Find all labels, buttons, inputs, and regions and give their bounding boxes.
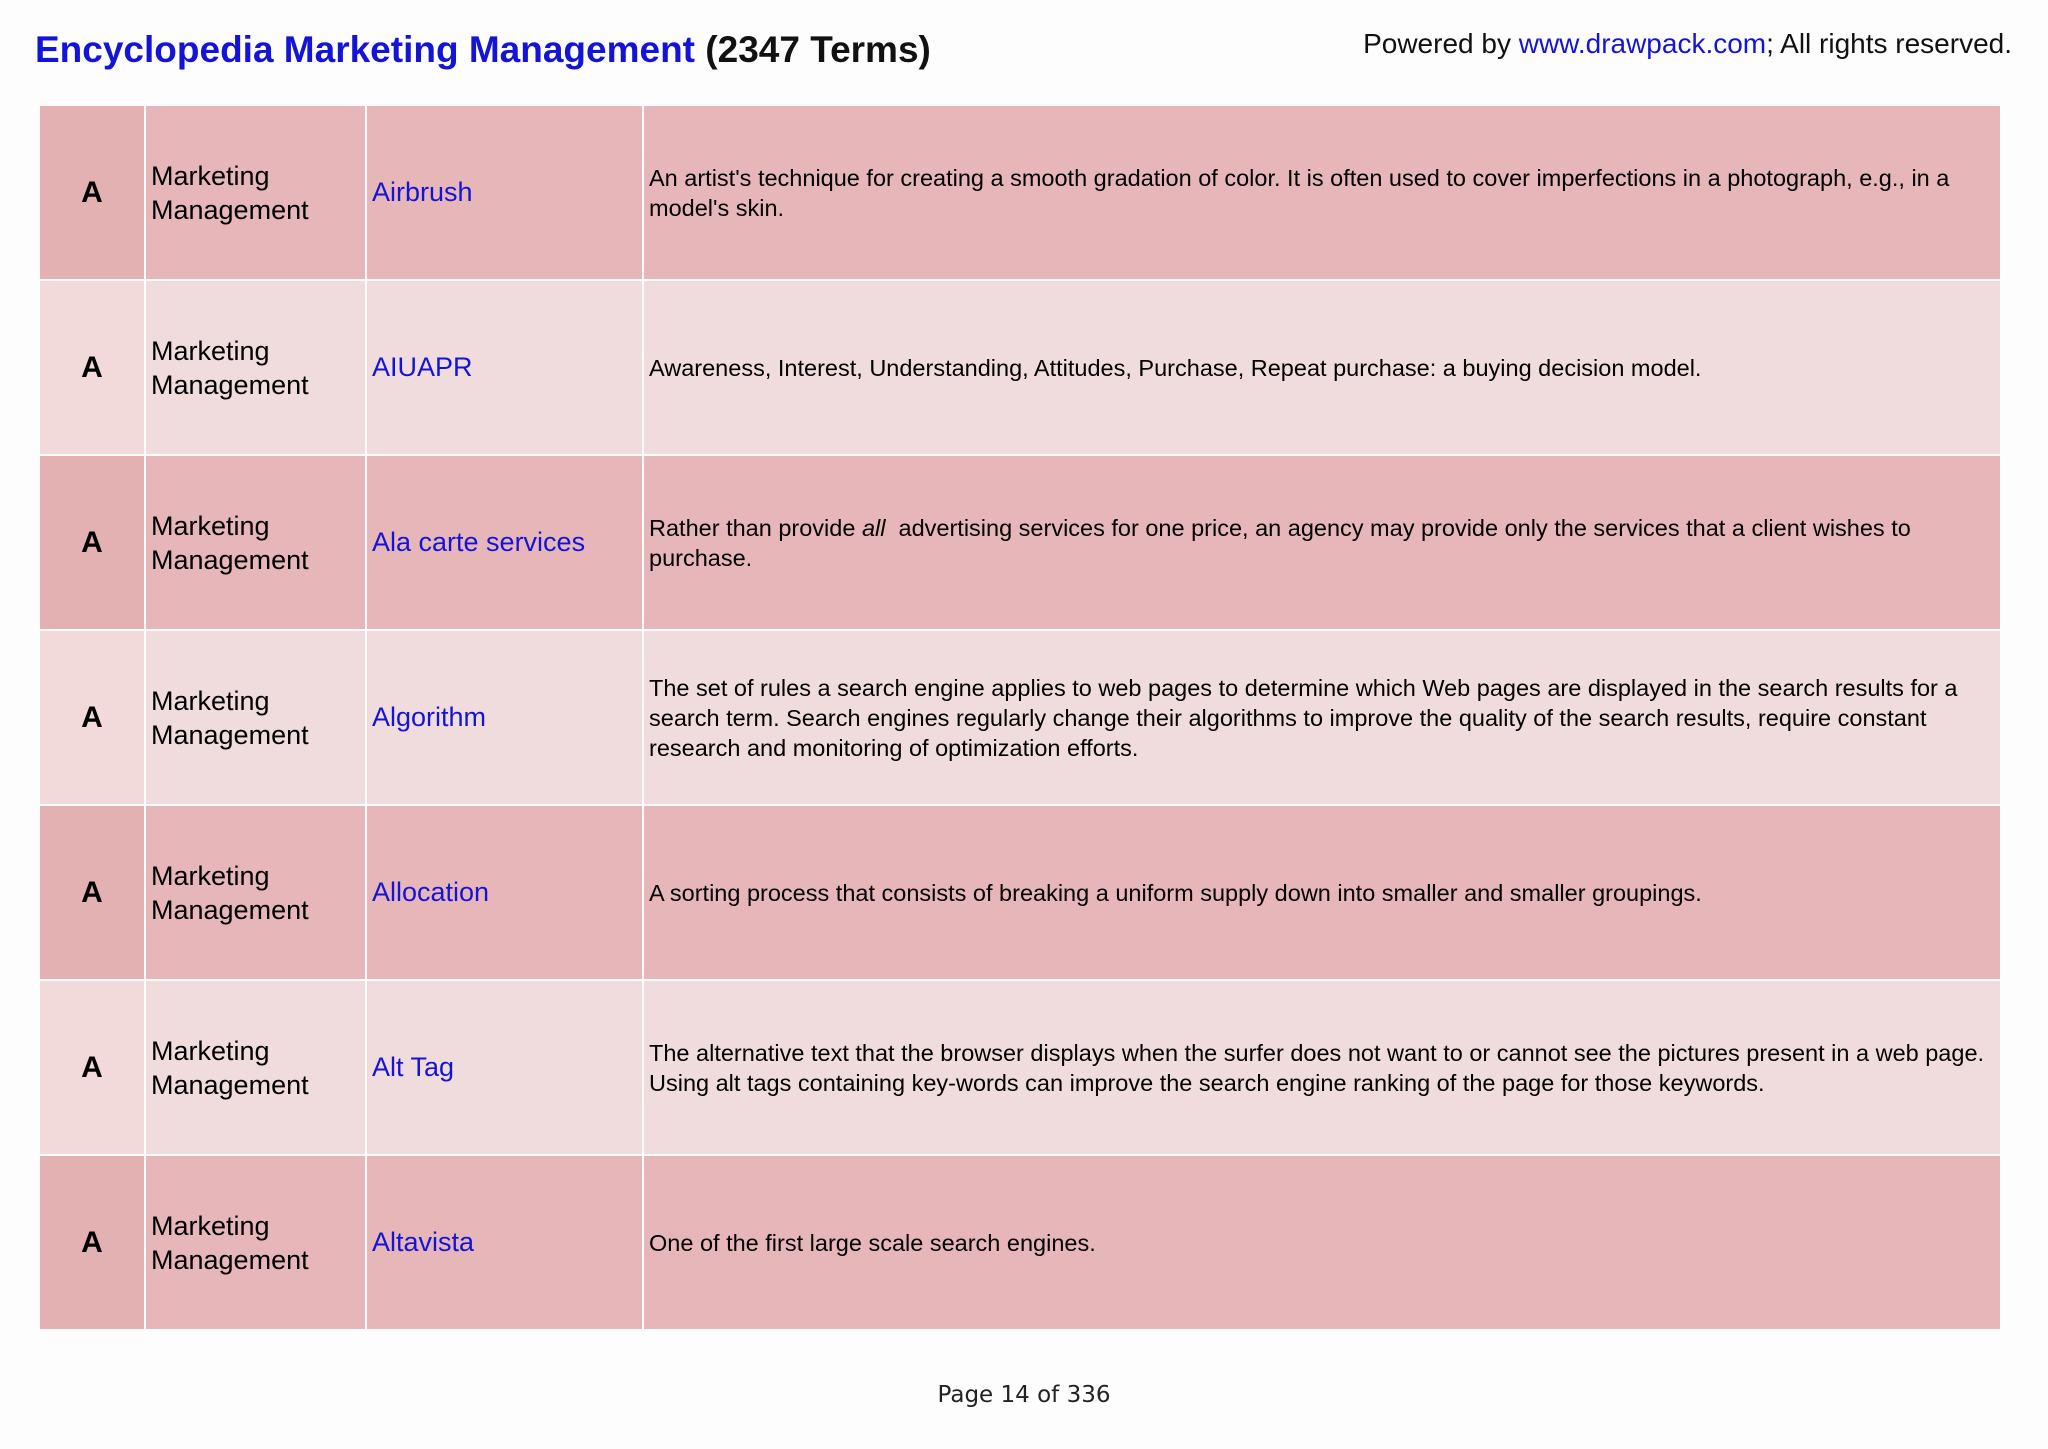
definition-cell: One of the first large scale search engines. xyxy=(643,1155,2001,1330)
category-cell xyxy=(145,280,366,455)
title-main: Encyclopedia Marketing Management xyxy=(35,29,696,70)
letter-cell: A xyxy=(39,455,145,630)
category-line: Marketing xyxy=(151,685,270,716)
definition-cell: The set of rules a search engine applies to web pages to determine which Web pages are displayed in the search results for a search term. Search engines regularly change their algorithms to improve the quality of the search results, require constant research and monitoring of optimization efforts. xyxy=(643,630,2001,805)
letter-cell: A xyxy=(39,280,145,455)
table-row xyxy=(39,105,2001,280)
term-link[interactable]: Algorithm xyxy=(366,630,643,805)
category-line: Management xyxy=(151,719,309,750)
letter-cell: A xyxy=(39,105,145,280)
category-line: Management xyxy=(151,544,309,575)
category-cell xyxy=(145,1155,366,1330)
term-link[interactable]: Airbrush xyxy=(366,105,643,280)
powered-prefix: Powered by xyxy=(1363,28,1519,59)
category-line: Management xyxy=(151,1244,309,1275)
letter-cell: A xyxy=(39,980,145,1155)
term-link[interactable]: AIUAPR xyxy=(366,280,643,455)
definition-text: Rather than provide xyxy=(649,514,862,541)
definition-emphasis: all xyxy=(861,514,886,541)
definition-cell: An artist's technique for creating a smooth gradation of color. It is often used to cover imperfections in a photograph, e.g., in a model's skin. xyxy=(643,105,2001,280)
category-line: Marketing xyxy=(151,1210,270,1241)
definition-cell: The alternative text that the browser displays when the surfer does not want to or cannot see the pictures present in a web page. Using alt tags containing key-words can improve the search engine ranking of the page for those keywords. xyxy=(643,980,2001,1155)
table-row xyxy=(39,980,2001,1155)
category-line: Marketing xyxy=(151,510,270,541)
definition-cell: A sorting process that consists of breaking a uniform supply down into smaller and smaller groupings. xyxy=(643,805,2001,980)
term-link[interactable]: Altavista xyxy=(366,1155,643,1330)
letter-cell: A xyxy=(39,805,145,980)
term-link[interactable]: Alt Tag xyxy=(366,980,643,1155)
table-row xyxy=(39,1155,2001,1330)
term-count: (2347 Terms) xyxy=(705,29,931,70)
table-row xyxy=(39,280,2001,455)
powered-suffix: ; All rights reserved. xyxy=(1766,28,2012,59)
term-link[interactable]: Allocation xyxy=(366,805,643,980)
category-cell xyxy=(145,630,366,805)
letter-cell: A xyxy=(39,1155,145,1330)
category-cell xyxy=(145,980,366,1155)
category-cell xyxy=(145,105,366,280)
powered-by xyxy=(1363,29,2012,60)
table-row xyxy=(39,630,2001,805)
category-line: Management xyxy=(151,894,309,925)
category-line: Management xyxy=(151,1069,309,1100)
category-line: Marketing xyxy=(151,335,270,366)
page-number: Page 14 of 336 xyxy=(937,1382,1111,1408)
definition-cell xyxy=(643,455,2001,630)
category-cell xyxy=(145,805,366,980)
category-cell xyxy=(145,455,366,630)
category-line: Management xyxy=(151,369,309,400)
drawpack-link[interactable]: www.drawpack.com xyxy=(1518,28,1767,59)
page-header xyxy=(0,0,2048,100)
definition-text: advertising services for one price, an agency may provide only the services that a client wishes to purchase. xyxy=(649,514,1918,571)
category-line: Marketing xyxy=(151,160,270,191)
category-line: Marketing xyxy=(151,1035,270,1066)
glossary-table xyxy=(38,104,2002,1331)
category-line: Management xyxy=(151,194,309,225)
letter-cell: A xyxy=(39,630,145,805)
table-row xyxy=(39,455,2001,630)
page-title xyxy=(35,30,931,71)
definition-cell: Awareness, Interest, Understanding, Attitudes, Purchase, Repeat purchase: a buying decision model. xyxy=(643,280,2001,455)
category-line: Marketing xyxy=(151,860,270,891)
table-row xyxy=(39,805,2001,980)
term-link[interactable]: Ala carte services xyxy=(366,455,643,630)
